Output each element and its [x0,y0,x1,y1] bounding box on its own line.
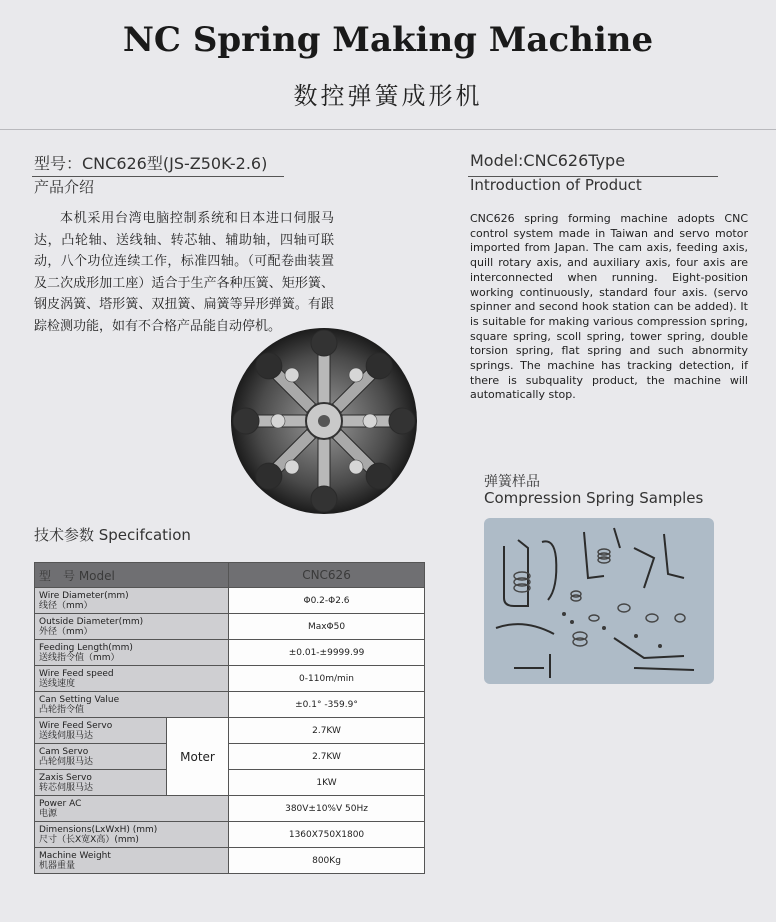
intro-heading-en: Introduction of Product [470,176,642,194]
page-subtitle-cn: 数控弹簧成形机 [293,82,483,110]
spec-param-cn: 送线伺服马达 [39,730,94,741]
spec-value: 2.7KW [229,718,425,744]
model-label-en: Model:CNC626Type [470,151,626,170]
spec-param-cn: 凸轮伺服马达 [39,756,94,767]
spec-param-cn: 线径（mm） [39,600,93,611]
spec-param-en: Wire Feed Servo [39,720,113,731]
spec-row [35,666,425,692]
spec-header-row [35,563,425,588]
spec-param-en: Cam Servo [39,746,89,757]
spec-header-param: 型 号 Model [35,563,229,588]
spec-row [35,770,425,796]
page-title: NC Spring Making Machine [122,20,654,60]
spec-param-en: Feeding Length(mm) [39,642,133,653]
machine-photo [230,327,418,515]
spec-param-en: Wire Diameter(mm) [39,590,129,601]
spec-param-cn: 送线速度 [39,678,76,689]
spec-heading: 技术参数 Specifcation [34,526,191,544]
model-label-cn: 型号：CNC626型(JS-Z50K-2.6) [34,154,268,173]
spec-row [35,718,425,744]
spec-param-en: Wire Feed speed [39,668,114,679]
spec-value: 1360X750X1800 [229,822,425,848]
spec-row [35,614,425,640]
spec-param [35,718,167,744]
spec-param [35,744,167,770]
spec-param-en: Can Setting Value [39,694,120,705]
spec-param [35,614,229,640]
spec-value: Φ0.2-Φ2.6 [229,588,425,614]
spec-param [35,692,229,718]
spec-param-en: Power AC [39,798,82,809]
spec-row [35,640,425,666]
spec-row [35,744,425,770]
spring-samples-photo [484,518,714,684]
intro-text-cn: 本机采用台湾电脑控制系统和日本进口伺服马达，凸轮轴、送线轴、转芯轴、辅助轴，四轴可联动，八个功位连续工作，标准四轴。（可配卷曲装置及二次成形加工座）适合于生产各种压簧、矩形簧、钢皮涡簧、塔形簧、双扭簧、扁簧等异形弹簧。有跟踪检测功能，如有不合格产品能自动停机。 [34,211,334,334]
intro-heading-cn: 产品介绍 [34,178,95,196]
spec-param-en: Outside Diameter(mm) [39,616,144,627]
spec-param-cn: 凸轮指令值 [39,704,85,715]
spec-value: ±0.1° -359.9° [229,692,425,718]
spec-param [35,666,229,692]
moter-group-label: Moter [167,718,229,796]
spec-row [35,796,425,822]
spec-param [35,640,229,666]
spec-value: ±0.01-±9999.99 [229,640,425,666]
spec-param-en: Dimensions(LxWxH) (mm) [39,824,158,835]
spec-row [35,848,425,874]
spec-value: 0-110m/min [229,666,425,692]
spec-row [35,692,425,718]
spec-param-cn: 机器重量 [39,860,76,871]
spec-header-value: CNC626 [229,563,425,588]
spec-param-cn: 尺寸（长X宽X高）(mm) [39,834,139,845]
spec-param [35,822,229,848]
spec-table [34,562,425,874]
spec-param-cn: 电源 [39,808,58,819]
spec-param [35,588,229,614]
spec-param-cn: 转芯伺服马达 [39,782,94,793]
spec-value: 800Kg [229,848,425,874]
spec-param [35,770,167,796]
spec-param-cn: 外径（mm） [39,626,93,637]
spec-param [35,796,229,822]
spec-value: 2.7KW [229,744,425,770]
intro-text-en: CNC626 spring forming machine adopts CNC control system made in Taiwan and servo motor imported from Japan. The cam axis, feeding axis, quill rotary axis, and auxiliary axis, four axis are interconnected when running. Eight-position working continuously, standard four axis. (servo spinner and second hook station can be added). It is suitable for making various compression spring, square spring, scoll spring, tower spring, double torsion spring, flat spring and such abnormity springs. The machine has tracking detection, if there is subquality product, the machine will automatically stop. [470,212,748,402]
spec-param [35,848,229,874]
spec-value: 380V±10%V 50Hz [229,796,425,822]
samples-heading-cn: 弹簧样品 [484,474,540,490]
spec-value: MaxΦ50 [229,614,425,640]
spec-row [35,588,425,614]
spec-row [35,822,425,848]
samples-heading-en: Compression Spring Samples [484,489,704,507]
spec-value: 1KW [229,770,425,796]
divider [0,129,776,130]
spec-param-cn: 送线指令值（mm） [39,652,120,663]
spec-param-en: Zaxis Servo [39,772,92,783]
spec-param-en: Machine Weight [39,850,111,861]
